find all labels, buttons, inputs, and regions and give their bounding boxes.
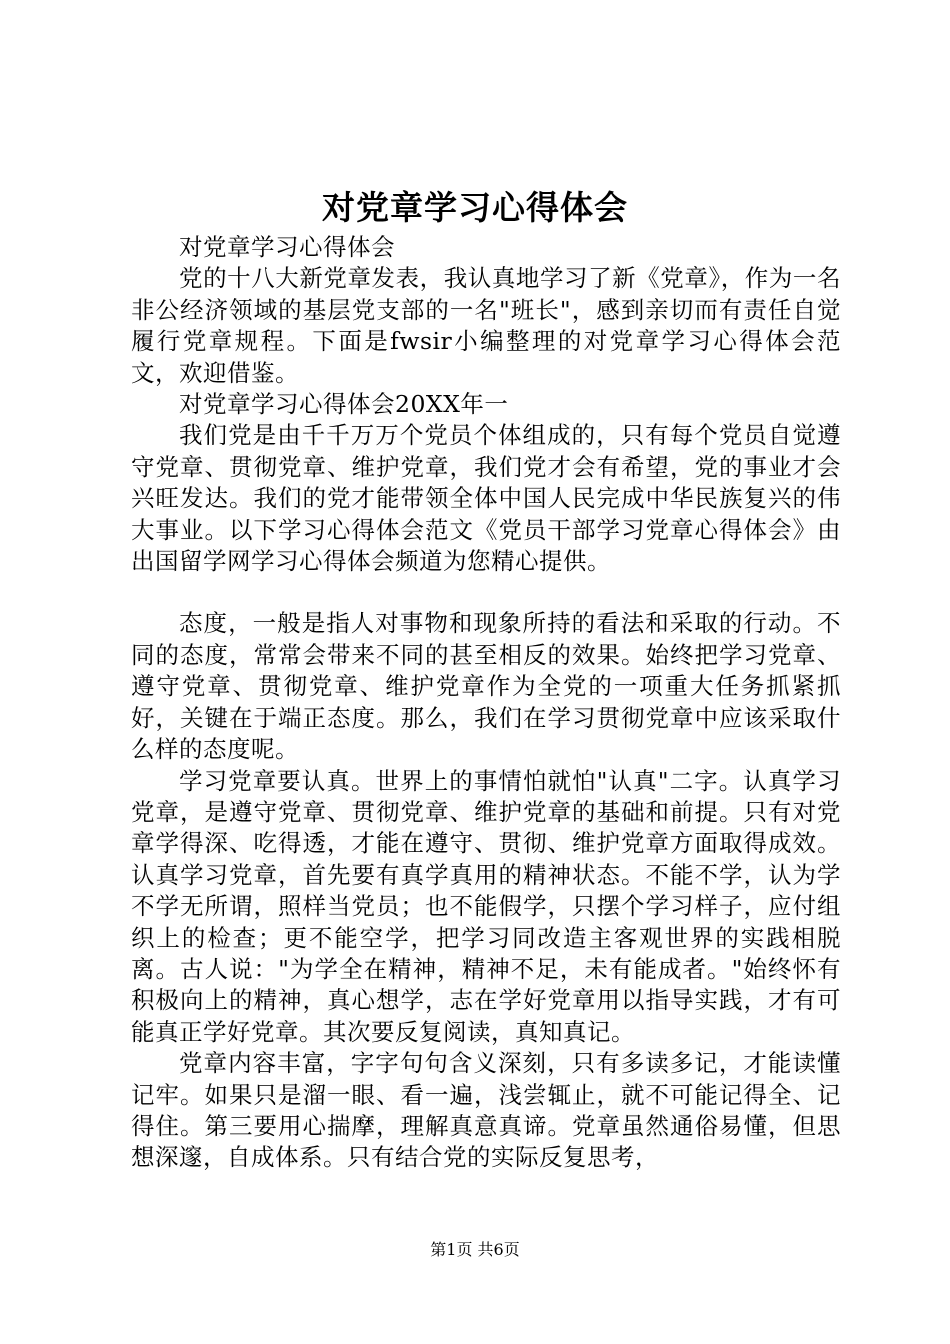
content-rich-paragraph: 党章内容丰富，字字句句含义深刻，只有多读多记，才能读懂记牢。如果只是溜一眼、看一遍，浅尝辄止，就不可能记得全、记得住。第三要用心揣摩，理解真意真谛。党章虽然通俗易懂，但思想深邃，自成体系。只有结合党的实际反复思考， <box>131 1049 841 1172</box>
intro-paragraph: 党的十八大新党章发表，我认真地学习了新《党章》，作为一名非公经济领域的基层党支部的一名"班长"，感到亲切而有责任自觉履行党章规程。下面是fwsir小编整理的对党章学习心得体会范文，欢迎借鉴。 <box>131 264 841 387</box>
intro-heading-paragraph: 对党章学习心得体会 <box>179 233 395 261</box>
section-intro-paragraph: 我们党是由千千万万个党员个体组成的，只有每个党员自觉遵守党章、贯彻党章、维护党章，我们党才会有希望，党的事业才会兴旺发达。我们的党才能带领全体中国人民完成中华民族复兴的伟大事业。以下学习心得体会范文《党员干部学习党章心得体会》由出国留学网学习心得体会频道为您精心提供。 <box>131 421 841 576</box>
document-body <box>131 232 841 1174</box>
study-seriously-paragraph: 学习党章要认真。世界上的事情怕就怕"认真"二字。认真学习党章，是遵守党章、贯彻党章、维护党章的基础和前提。只有对党章学得深、吃得透，才能在遵守、贯彻、维护党章方面取得成效。认真学习党章，首先要有真学真用的精神状态。不能不学，认为学不学无所谓，照样当党员；也不能假学，只摆个学习样子，应付组织上的检查；更不能空学，把学习同改造主客观世界的实践相脱离。古人说："为学全在精神，精神不足，未有能成者。"始终怀有积极向上的精神，真心想学，志在学好党章用以指导实践，才有可能真正学好党章。其次要反复阅读，真知真记。 <box>131 766 841 1046</box>
attitude-paragraph: 态度，一般是指人对事物和现象所持的看法和采取的行动。不同的态度，常常会带来不同的甚至相反的效果。始终把学习党章、遵守党章、贯彻党章、维护党章作为全党的一项重大任务抓紧抓好，关键在于端正态度。那么，我们在学习贯彻党章中应该采取什么样的态度呢。 <box>131 609 841 764</box>
page-footer: 第1页 共6页 <box>430 1240 520 1259</box>
document-title: 对党章学习心得体会 <box>322 188 628 227</box>
section-heading-paragraph: 对党章学习心得体会20XX年一 <box>179 390 509 419</box>
